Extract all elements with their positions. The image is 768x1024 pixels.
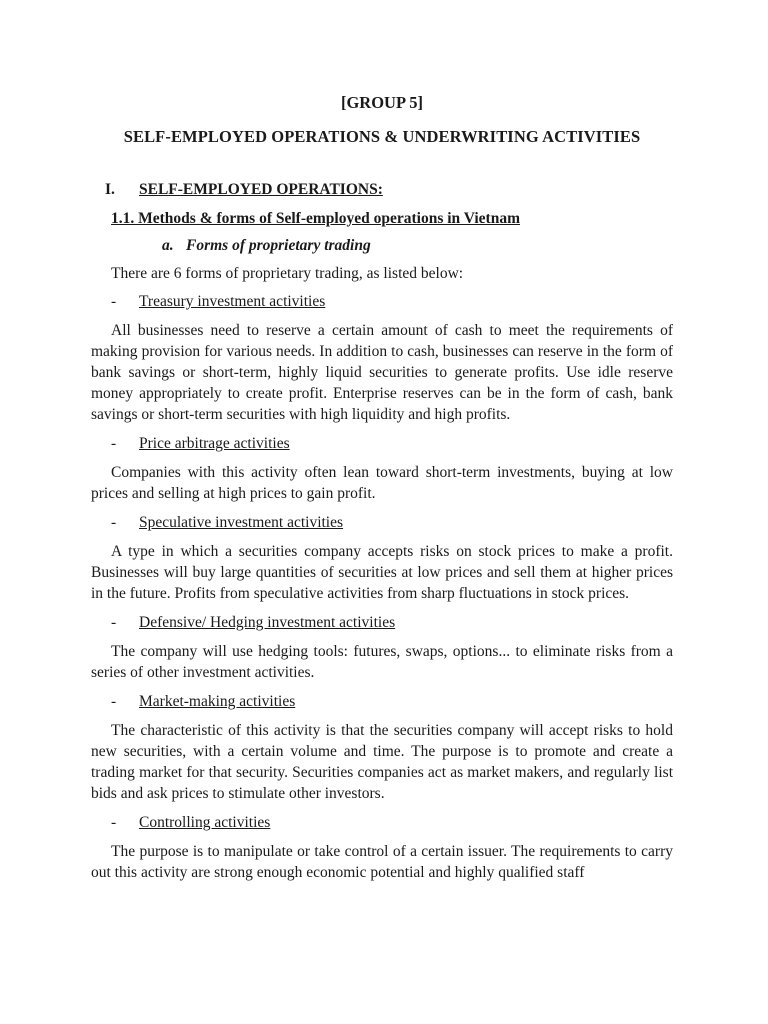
- list-item-heading: [91, 433, 673, 454]
- list-item-heading: [91, 512, 673, 533]
- dash-bullet: -: [111, 614, 117, 631]
- subsubsection-heading: [91, 236, 673, 256]
- dash-bullet: -: [111, 435, 117, 452]
- item-title: Controlling activities: [139, 814, 271, 831]
- item-paragraph: The purpose is to manipulate or take control of a certain issuer. The requirements to carry out this activity are strong enough economic potential and highly qualified staff: [91, 843, 673, 881]
- subsubsection-letter: a.: [162, 237, 174, 254]
- list-item-heading: [91, 612, 673, 633]
- intro-paragraph: There are 6 forms of proprietary trading, as listed below:: [111, 265, 464, 282]
- forms-list: [91, 291, 673, 883]
- subsubsection-title: Forms of proprietary trading: [186, 237, 371, 254]
- item-title: Market-making activities: [139, 693, 296, 710]
- section-number: I.: [105, 181, 115, 198]
- item-title: Price arbitrage activities: [139, 435, 290, 452]
- dash-bullet: -: [111, 293, 117, 310]
- document-title: SELF-EMPLOYED OPERATIONS & UNDERWRITING ACTIVITIES: [123, 127, 641, 146]
- dash-bullet: -: [111, 514, 117, 531]
- item-title: Treasury investment activities: [139, 293, 326, 310]
- document-page: [91, 93, 673, 891]
- list-item-heading: [91, 291, 673, 312]
- dash-bullet: -: [111, 693, 117, 710]
- item-paragraph: Companies with this activity often lean toward short-term investments, buying at low prices and selling at high prices to gain profit.: [91, 464, 673, 502]
- item-title: Defensive/ Hedging investment activities: [139, 614, 396, 631]
- section-heading: [91, 180, 673, 200]
- item-title: Speculative investment activities: [139, 514, 344, 531]
- item-paragraph: A type in which a securities company accepts risks on stock prices to make a profit. Businesses will buy large quantities of securities at low prices and sell them at higher prices in the future. Profits from speculative activities from sharp fluctuations in stock prices.: [91, 543, 673, 602]
- subsection-heading: 1.1. Methods & forms of Self-employed operations in Vietnam: [111, 210, 520, 227]
- item-paragraph: The characteristic of this activity is that the securities company will accept risks to hold new securities, with a certain volume and time. The purpose is to promote and create a trading market for that security. Securities companies act as market makers, and regularly list bids and ask prices to stimulate other investors.: [91, 722, 673, 802]
- group-title: [GROUP 5]: [340, 93, 424, 112]
- item-paragraph: All businesses need to reserve a certain amount of cash to meet the requirements of making provision for various needs. In addition to cash, businesses can reserve in the form of bank savings or short-term, highly liquid securities to generate profits. Use idle reserve money appropriately to create profit. Enterprise reserves can be in the form of cash, bank savings or short-term securities with high liquidity and high profits.: [91, 322, 673, 423]
- list-item-heading: [91, 812, 673, 833]
- section-title: SELF-EMPLOYED OPERATIONS:: [139, 181, 383, 198]
- dash-bullet: -: [111, 814, 117, 831]
- list-item-heading: [91, 691, 673, 712]
- item-paragraph: The company will use hedging tools: futures, swaps, options... to eliminate risks from a series of other investment activities.: [91, 643, 673, 681]
